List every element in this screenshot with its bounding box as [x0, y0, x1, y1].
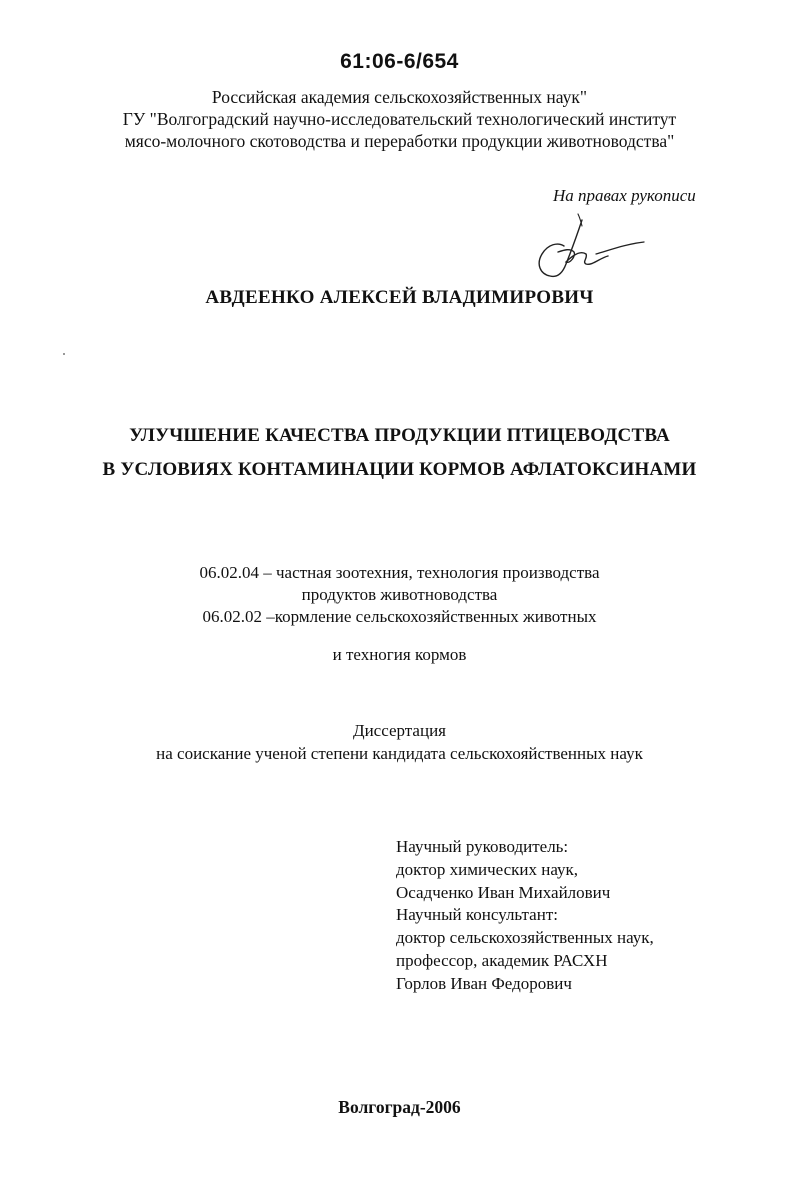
advisors-block: [396, 836, 654, 996]
institution-line: мясо-молочного скотоводства и переработки продукции животноводства": [124, 131, 675, 151]
advisor-line: доктор сельскохозяйственных наук,: [396, 928, 654, 948]
author-name: АВДЕЕНКО АЛЕКСЕЙ ВЛАДИМИРОВИЧ: [205, 287, 594, 308]
city-year: Волгоград-2006: [338, 1097, 461, 1117]
specialty-line: 06.02.02 –кормление сельскохозяйственных животных: [202, 607, 597, 626]
degree-line: на соискание ученой степени кандидата сельскохояйственных наук: [156, 744, 643, 763]
institution-line: ГУ "Волгоградский научно-исследовательский технологический институт: [122, 109, 677, 129]
specialty-line: продуктов животноводства: [301, 585, 498, 604]
scan-speck: [63, 353, 65, 355]
advisor-line: доктор химических наук,: [396, 859, 579, 879]
title-line: В УСЛОВИЯХ КОНТАМИНАЦИИ КОРМОВ АФЛАТОКСИНАМИ: [102, 459, 697, 480]
manuscript-rights-note: На правах рукописи: [553, 186, 696, 205]
specialty-line: 06.02.04 – частная зоотехния, технология производства: [199, 563, 600, 582]
advisor-line: Научный консультант:: [396, 905, 558, 925]
specialty-line: и техногия кормов: [332, 645, 467, 664]
dissertation-label: Диссертация: [352, 721, 446, 740]
title-line: УЛУЧШЕНИЕ КАЧЕСТВА ПРОДУКЦИИ ПТИЦЕВОДСТВА: [129, 425, 670, 446]
advisor-line: Горлов Иван Федорович: [396, 973, 572, 993]
advisor-line: профессор, академик РАСХН: [396, 950, 608, 970]
advisor-line: Научный руководитель:: [396, 837, 569, 856]
advisor-line: Осадченко Иван Михайлович: [396, 882, 611, 902]
document-code: 61:06-6/654: [340, 50, 459, 73]
institution-line: Российская академия сельскохозяйственных наук": [211, 87, 588, 107]
signature-icon: [530, 212, 650, 282]
